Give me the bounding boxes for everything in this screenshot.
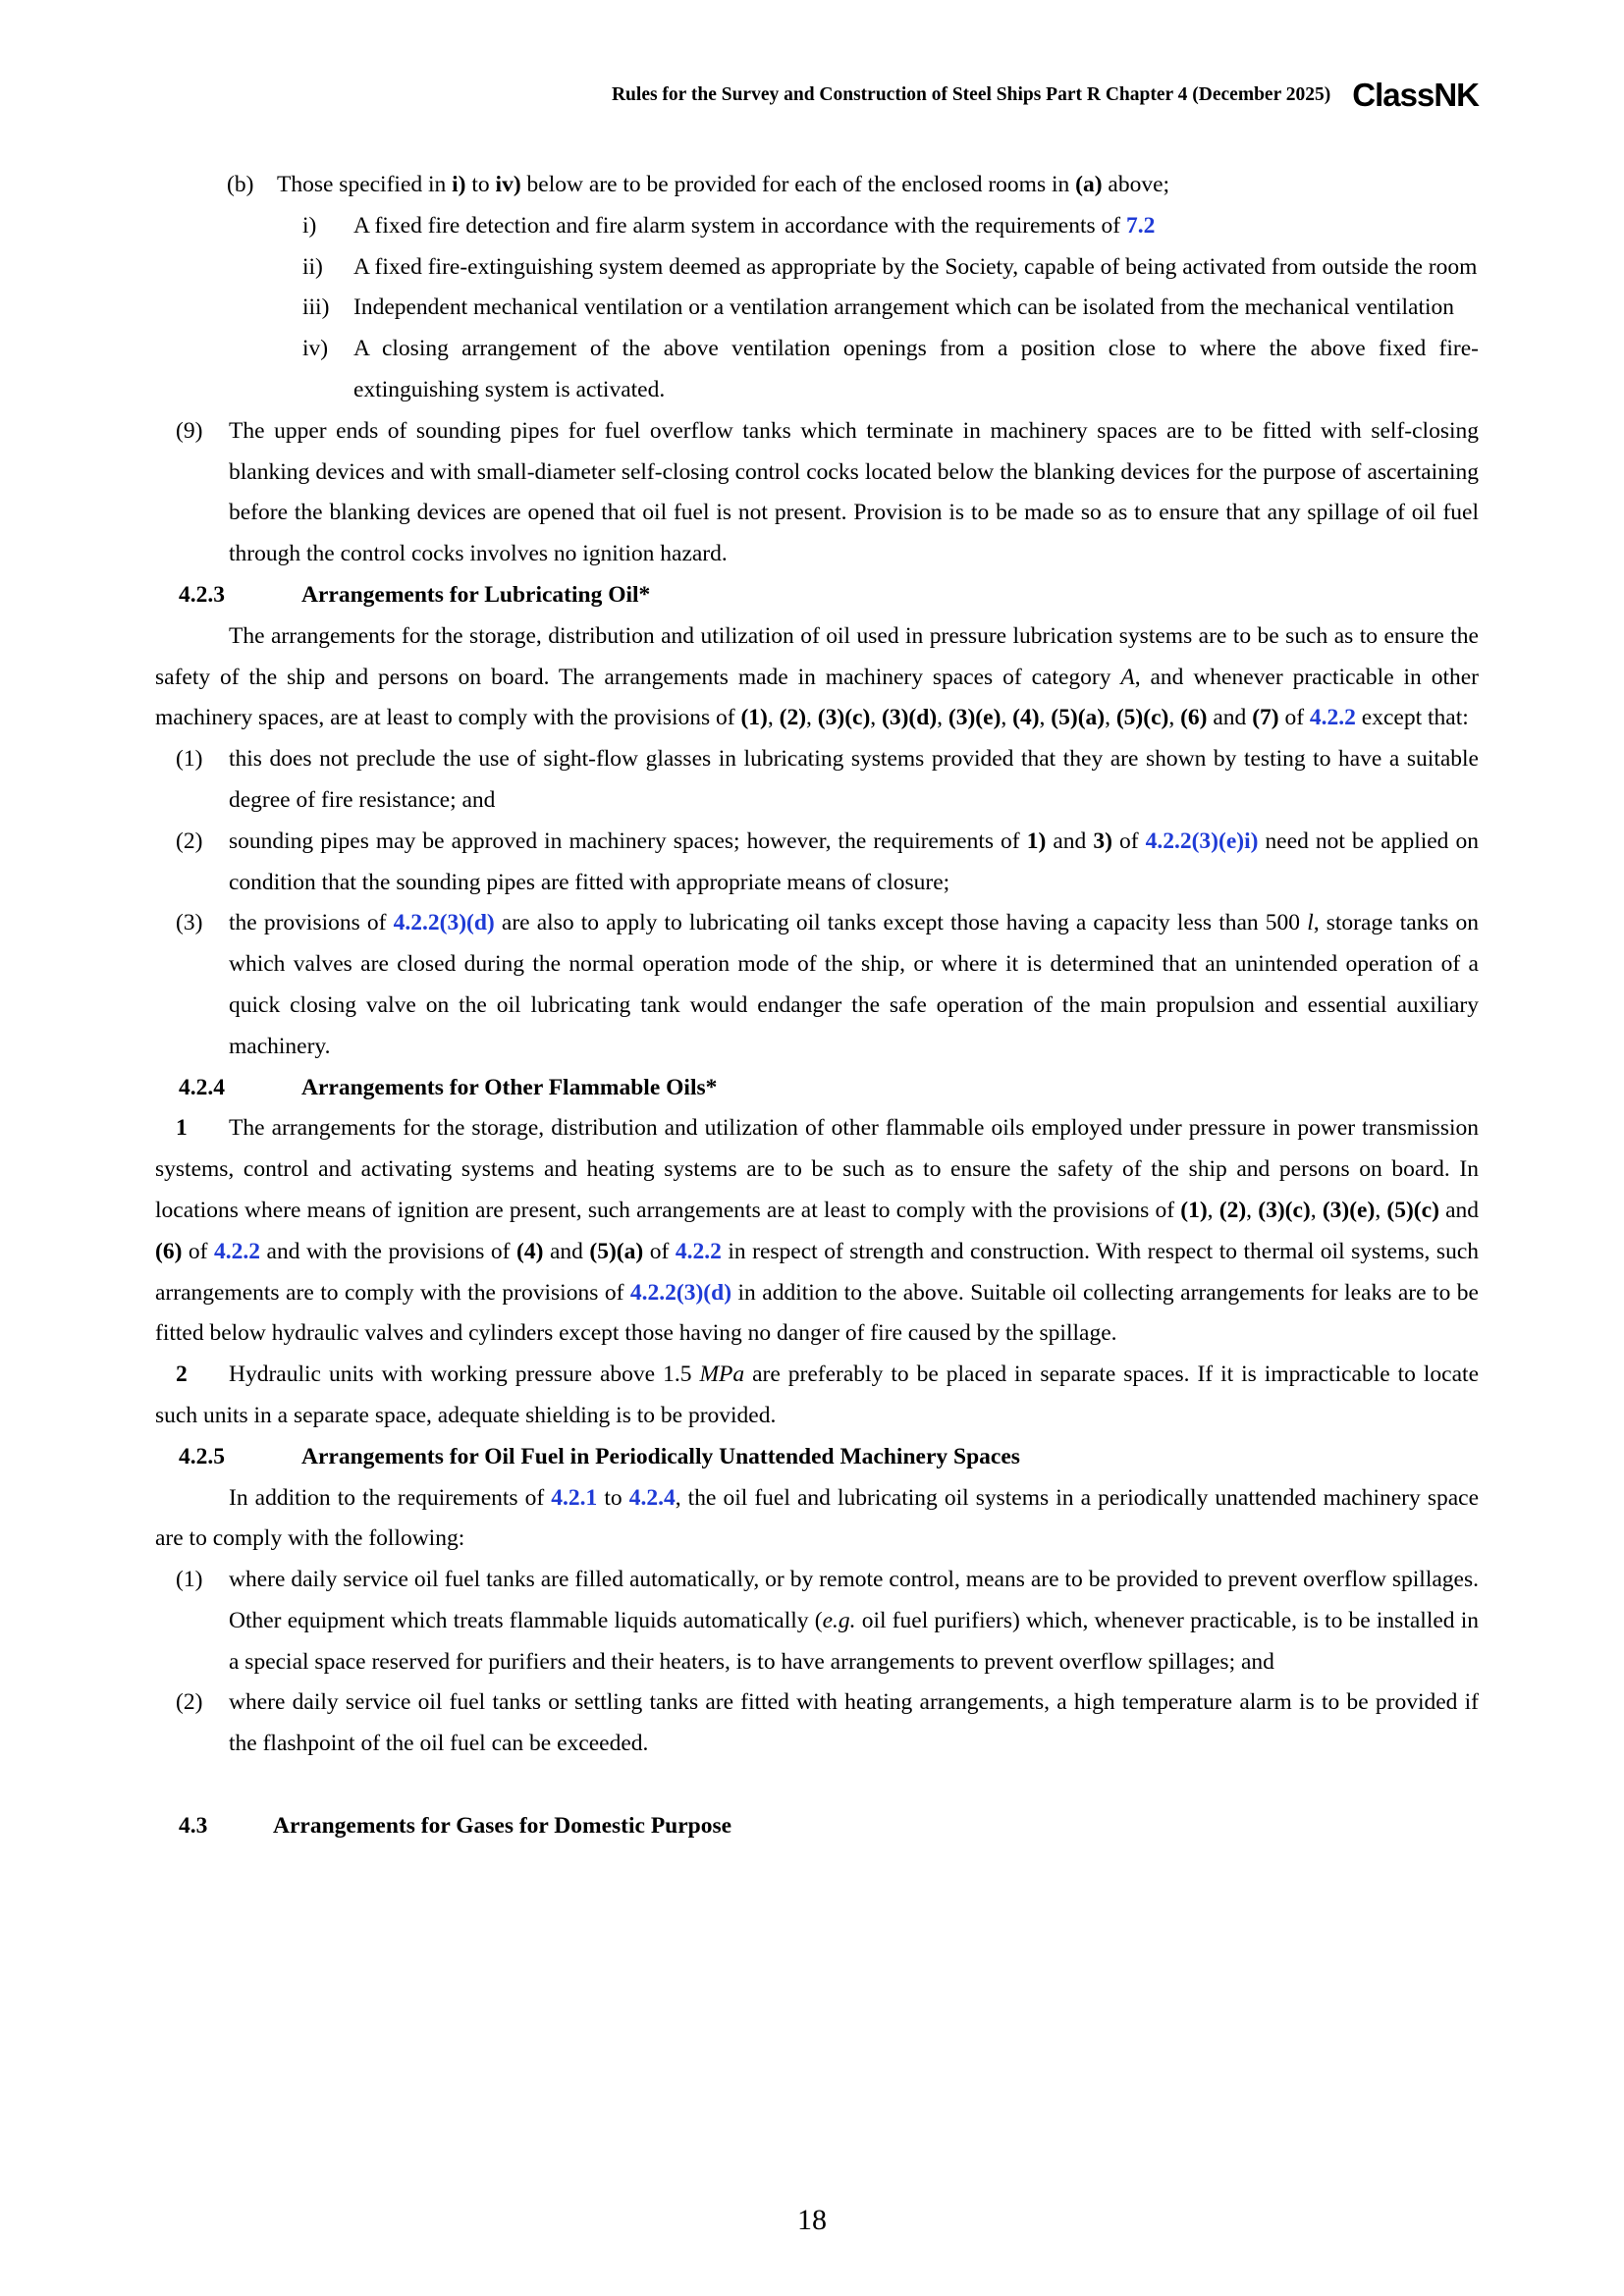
list-number: (1) xyxy=(176,746,203,773)
classnk-logo: ClassNK xyxy=(1352,76,1479,114)
section-heading-4-2-3 xyxy=(155,575,1479,616)
paragraph: In addition to the requirements of 4.2.1 to 4.2.4, the oil fuel and lubricating oil systems in a periodically unattended machinery space are to comply with the following: xyxy=(155,1484,1480,1552)
section-heading-4-3 xyxy=(155,1806,1479,1847)
list-text: where daily service oil fuel tanks or settling tanks are fitted with heating arrangements, a high temperature alarm is to be provided if the flashpoint of the oil fuel can be exceeded. xyxy=(229,1689,1479,1757)
list-item-b xyxy=(155,165,1479,206)
list-text: A fixed fire-extinguishing system deemed as appropriate by the Society, capable of being activated from outside the room xyxy=(353,253,1478,280)
list-item-i xyxy=(155,206,1479,247)
list-text: where daily service oil fuel tanks are filled automatically, or by remote control, means are to be provided to prevent overflow spillages. Other equipment which treats flammable liquids automatically (e.g. oil fuel purifiers) which, whenever practicable, is to be installed in a special space reserved for purifiers and their heaters, is to have arrangements to prevent overflow spillages; and xyxy=(229,1567,1479,1675)
list-item-1 xyxy=(155,739,1479,822)
cross-reference-link[interactable]: 4.2.1 xyxy=(551,1484,598,1511)
cross-reference-link[interactable]: 4.2.2 xyxy=(1309,705,1356,731)
list-number: (2) xyxy=(176,828,203,854)
section-heading-4-2-5 xyxy=(155,1437,1479,1478)
list-number: (2) xyxy=(176,1689,203,1716)
list-text: A fixed fire detection and fire alarm system in accordance with the requirements of 7.2 xyxy=(353,212,1156,239)
list-item-9 xyxy=(155,411,1479,575)
section-title: Arrangements for Oil Fuel in Periodically Unattended Machinery Spaces xyxy=(301,1443,1020,1469)
section-title: Arrangements for Lubricating Oil* xyxy=(301,581,651,608)
list-item-2 xyxy=(155,1682,1479,1765)
list-number: i) xyxy=(302,212,317,239)
list-number: (b) xyxy=(227,172,254,197)
list-text: this does not preclude the use of sight-flow glasses in lubricating systems provided that they are shown by testing to have a suitable degree of fire resistance; and xyxy=(229,746,1479,813)
list-number: (9) xyxy=(176,417,203,444)
section-number: 4.2.5 xyxy=(179,1443,225,1469)
page-header xyxy=(612,77,1479,114)
list-item-2 xyxy=(155,822,1479,904)
section-number: 4.2.4 xyxy=(179,1074,225,1100)
list-item-1 xyxy=(155,1560,1479,1682)
section-title: Arrangements for Gases for Domestic Purpose xyxy=(273,1813,732,1840)
paragraph-number: 2 xyxy=(176,1362,188,1388)
list-item-iii xyxy=(155,288,1479,329)
page-number: 18 xyxy=(797,2204,827,2236)
cross-reference-link[interactable]: 4.2.2(3)(d) xyxy=(629,1279,732,1306)
list-item-3 xyxy=(155,903,1479,1067)
cross-reference-link[interactable]: 4.2.2 xyxy=(214,1238,261,1264)
section-number: 4.2.3 xyxy=(179,581,225,608)
list-text: sounding pipes may be approved in machinery spaces; however, the requirements of 1) and 3) of 4.2.2(3)(e)i) need not be applied on condition that the sounding pipes are fitted with appropriate means of closure; xyxy=(229,828,1479,895)
document-body xyxy=(155,165,1479,1847)
section-title: Arrangements for Other Flammable Oils* xyxy=(301,1074,718,1100)
list-text: A closing arrangement of the above ventilation openings from a position close to where the above fixed fire-extinguishing system is activated. xyxy=(353,336,1479,402)
list-number: ii) xyxy=(302,253,323,280)
section-number: 4.3 xyxy=(179,1813,208,1840)
list-item-ii xyxy=(155,247,1479,289)
cross-reference-link[interactable]: 4.2.4 xyxy=(628,1484,676,1511)
cross-reference-link[interactable]: 4.2.2(3)(d) xyxy=(393,910,495,936)
list-text: the provisions of 4.2.2(3)(d) are also to apply to lubricating oil tanks except those having a capacity less than 500 l, storage tanks on which valves are closed during the normal operation mode of the ship, or where it is determined that an unintended operation of a quick closing valve on the oil lubricating tank would endanger the safe operation of the main propulsion and essential auxiliary machinery. xyxy=(229,910,1479,1059)
list-text: Those specified in i) to iv) below are to be provided for each of the enclosed rooms in (a) above; xyxy=(277,172,1170,197)
paragraph-2: 2 Hydraulic units with working pressure above 1.5 MPa are preferably to be placed in separate spaces. If it is impracticable to locate such units in a separate space, adequate shielding is to be provided. xyxy=(155,1355,1479,1437)
list-number: iv) xyxy=(302,336,329,362)
list-number: (1) xyxy=(176,1567,203,1593)
section-heading-4-2-4 xyxy=(155,1068,1479,1109)
paragraph: The arrangements for the storage, distribution and utilization of oil used in pressure lubrication systems are to be such as to ensure the safety of the ship and persons on board. The arrangements made in machinery spaces of category A, and whenever practicable in other machinery spaces, are at least to comply with the provisions of (1), (2), (3)(c), (3)(d), (3)(e), (4), (5)(a), (5)(c), (6) and (7) of 4.2.2 except that: xyxy=(155,622,1479,731)
list-text: Independent mechanical ventilation or a ventilation arrangement which can be isolated from the mechanical ventilation xyxy=(353,294,1455,321)
list-number: (3) xyxy=(176,910,203,936)
cross-reference-link[interactable]: 4.2.2(3)(e)i) xyxy=(1145,828,1259,854)
list-number: iii) xyxy=(302,294,330,321)
list-text: The upper ends of sounding pipes for fuel overflow tanks which terminate in machinery spaces are to be fitted with self-closing blanking devices and with small-diameter self-closing control cocks located below the blanking devices for the purpose of ascertaining before the blanking devices are opened that oil fuel is not present. Provision is to be made so as to ensure that any spillage of oil fuel through the control cocks involves no ignition hazard. xyxy=(229,417,1479,567)
header-title: Rules for the Survey and Construction of Steel Ships Part R Chapter 4 (December 2025) xyxy=(611,84,1331,105)
paragraph-number: 1 xyxy=(176,1115,188,1142)
cross-reference-link[interactable]: 7.2 xyxy=(1125,212,1156,239)
cross-reference-link[interactable]: 4.2.2 xyxy=(675,1238,722,1264)
list-item-iv xyxy=(155,329,1479,411)
paragraph-1: 1 The arrangements for the storage, distribution and utilization of other flammable oils employed under pressure in power transmission systems, control and activating systems and heating systems are to be such as to ensure the safety of the ship and persons on board. In locations where means of ignition are present, such arrangements are at least to comply with the provisions of (1), (2), (3)(c), (3)(e), (5)(c) and (6) of 4.2.2 and with the provisions of (4) and (5)(a) of 4.2.2 in respect of strength and construction. With respect to thermal oil systems, such arrangements are to comply with the provisions of 4.2.2(3)(d) in addition to the above. Suitable oil collecting arrangements for leaks are to be fitted below hydraulic valves and cylinders except those having no danger of fire caused by the spillage. xyxy=(155,1108,1479,1355)
